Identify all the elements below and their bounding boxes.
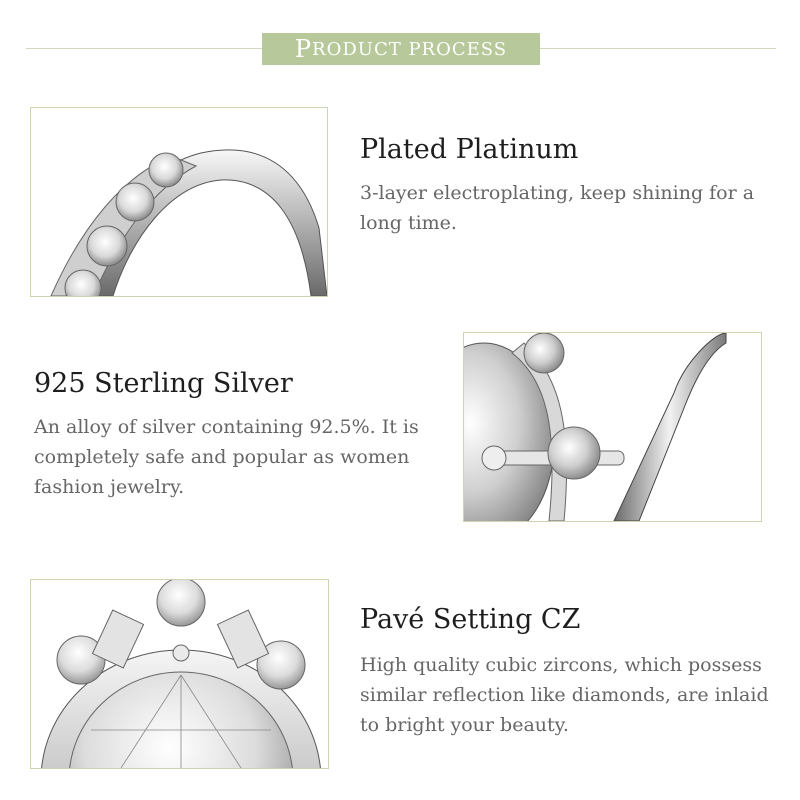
feature-description-pave-setting: High quality cubic zircons, which possess similar reflection like diamonds, are inlaid to bright your beauty. xyxy=(360,654,769,736)
ring-setting-side-image xyxy=(463,332,762,522)
feature-title-plated-platinum: Plated Platinum xyxy=(360,134,579,165)
feature-title-sterling-silver: 925 Sterling Silver xyxy=(34,368,293,399)
ring-band-closeup-image xyxy=(30,107,328,297)
header-rule-right xyxy=(540,48,776,49)
section-header-initial: P xyxy=(294,35,313,63)
feature-title-pave-setting: Pavé Setting CZ xyxy=(360,604,581,635)
pave-halo-closeup-image xyxy=(30,579,329,769)
section-header xyxy=(262,33,540,65)
section-header-rest: RODUCT PROCESS xyxy=(312,38,508,60)
feature-description-plated-platinum: 3-layer electroplating, keep shining for a long time. xyxy=(360,182,755,234)
feature-description-sterling-silver: An alloy of silver containing 92.5%. It is completely safe and popular as women fashion jewelry. xyxy=(34,416,419,498)
header-rule-left xyxy=(26,48,262,49)
